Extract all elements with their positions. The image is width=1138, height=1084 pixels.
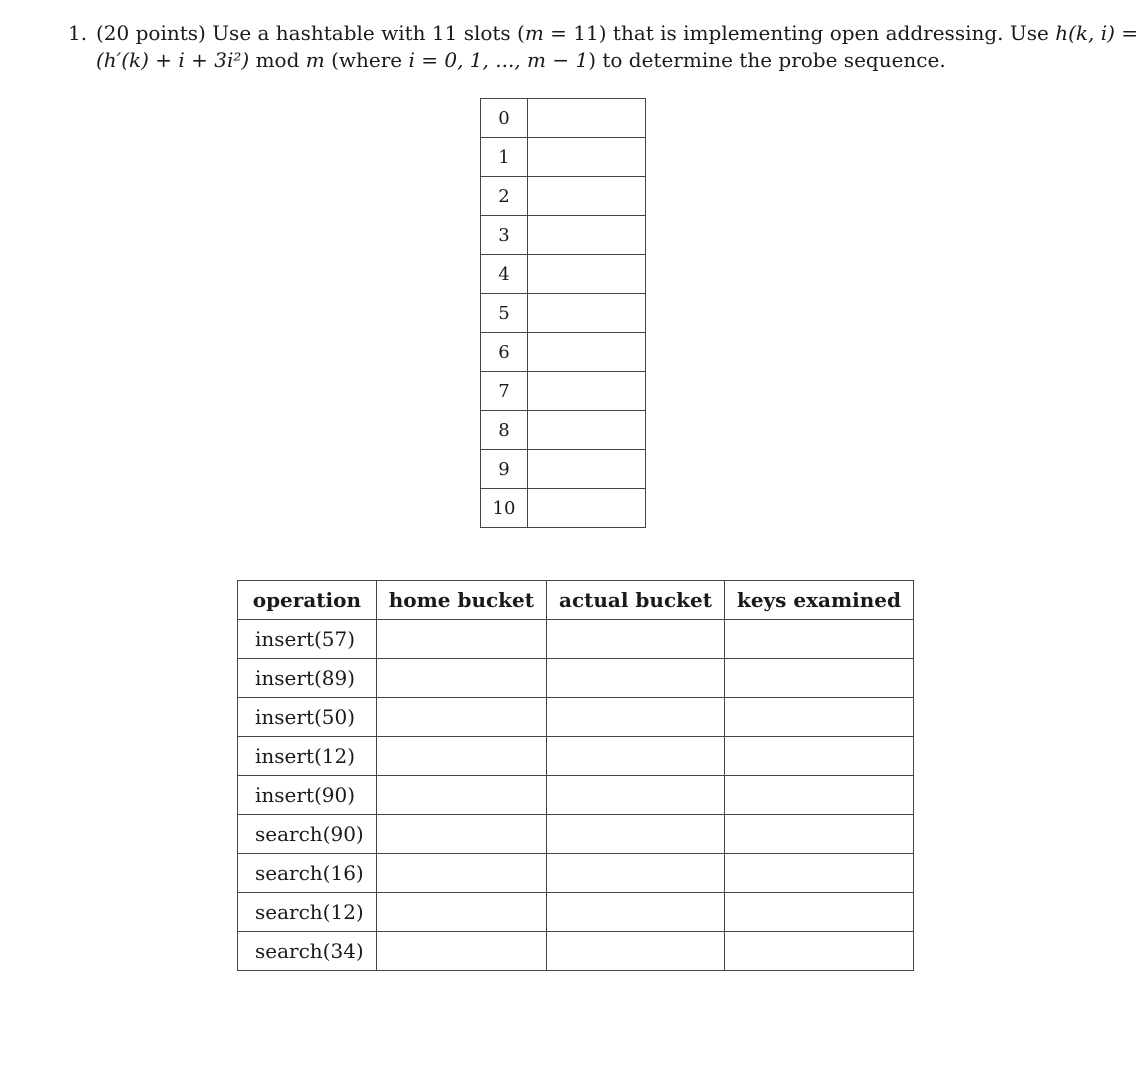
hash-slot-row (481, 216, 646, 255)
header-operation: operation (238, 581, 377, 620)
slot-value-cell[interactable] (528, 411, 646, 450)
home-bucket-cell[interactable] (376, 659, 546, 698)
operation-cell: insert(50) (238, 698, 377, 737)
problem-text-a: Use a hashtable with 11 slots ( (212, 21, 525, 45)
keys-examined-cell[interactable] (724, 932, 913, 971)
math-i-range: i = 0, 1, ..., m − 1 (408, 48, 589, 72)
operation-cell: search(16) (238, 854, 377, 893)
hash-slot-row (481, 489, 646, 528)
slot-value-cell[interactable] (528, 255, 646, 294)
hash-slot-row (481, 177, 646, 216)
slot-index: 3 (481, 216, 528, 255)
slot-index: 1 (481, 138, 528, 177)
slot-value-cell[interactable] (528, 450, 646, 489)
hash-slot-row (481, 372, 646, 411)
home-bucket-cell[interactable] (376, 737, 546, 776)
slot-value-cell[interactable] (528, 489, 646, 528)
hash-slot-row (481, 333, 646, 372)
hash-table (480, 98, 646, 528)
slot-index: 7 (481, 372, 528, 411)
operation-row (238, 893, 914, 932)
problem-mod: mod (249, 48, 306, 72)
keys-examined-cell[interactable] (724, 737, 913, 776)
operation-row (238, 698, 914, 737)
actual-bucket-cell[interactable] (547, 698, 725, 737)
operation-row (238, 854, 914, 893)
slot-index: 6 (481, 333, 528, 372)
slot-index: 2 (481, 177, 528, 216)
hash-slot-row (481, 294, 646, 333)
home-bucket-cell[interactable] (376, 698, 546, 737)
math-m: m (524, 21, 544, 45)
slot-index: 9 (481, 450, 528, 489)
problem-points: (20 points) (96, 21, 206, 45)
slot-value-cell[interactable] (528, 372, 646, 411)
slot-index: 10 (481, 489, 528, 528)
slot-value-cell[interactable] (528, 138, 646, 177)
slot-value-cell[interactable] (528, 99, 646, 138)
keys-examined-cell[interactable] (724, 776, 913, 815)
operation-cell: insert(89) (238, 659, 377, 698)
keys-examined-cell[interactable] (724, 659, 913, 698)
actual-bucket-cell[interactable] (547, 854, 725, 893)
keys-examined-cell[interactable] (724, 854, 913, 893)
problem-where: (where (324, 48, 409, 72)
slot-value-cell[interactable] (528, 294, 646, 333)
operation-cell: insert(12) (238, 737, 377, 776)
keys-examined-cell[interactable] (724, 815, 913, 854)
problem-text-b: ) that is implementing open addressing. Use (598, 21, 1056, 45)
home-bucket-cell[interactable] (376, 854, 546, 893)
math-m-2: m (305, 48, 325, 72)
actual-bucket-cell[interactable] (547, 815, 725, 854)
slot-index: 4 (481, 255, 528, 294)
slot-index: 5 (481, 294, 528, 333)
keys-examined-cell[interactable] (724, 893, 913, 932)
actual-bucket-cell[interactable] (547, 737, 725, 776)
keys-examined-cell[interactable] (724, 620, 913, 659)
keys-examined-cell[interactable] (724, 698, 913, 737)
operation-row (238, 776, 914, 815)
operation-cell: search(34) (238, 932, 377, 971)
math-formula: (h′(k) + i + 3i²) (96, 48, 250, 72)
hash-slot-row (481, 411, 646, 450)
slot-value-cell[interactable] (528, 216, 646, 255)
slot-value-cell[interactable] (528, 333, 646, 372)
slot-index: 8 (481, 411, 528, 450)
actual-bucket-cell[interactable] (547, 620, 725, 659)
problem-line-1 (68, 20, 1138, 47)
home-bucket-cell[interactable] (376, 776, 546, 815)
header-keys-examined: keys examined (724, 581, 913, 620)
problem-tail: ) to determine the probe sequence. (588, 48, 946, 72)
hash-slot-row (481, 99, 646, 138)
actual-bucket-cell[interactable] (547, 932, 725, 971)
operation-row (238, 932, 914, 971)
actual-bucket-cell[interactable] (547, 893, 725, 932)
operations-table (237, 580, 914, 971)
operation-row (238, 620, 914, 659)
hash-slot-row (481, 255, 646, 294)
header-home-bucket: home bucket (376, 581, 546, 620)
actual-bucket-cell[interactable] (547, 659, 725, 698)
operation-cell: search(12) (238, 893, 377, 932)
operation-cell: search(90) (238, 815, 377, 854)
header-actual-bucket: actual bucket (547, 581, 725, 620)
hash-slot-row (481, 138, 646, 177)
problem-statement (68, 20, 1138, 74)
operation-row (238, 659, 914, 698)
problem-line-2 (68, 47, 1088, 74)
operations-header-row (238, 581, 914, 620)
home-bucket-cell[interactable] (376, 815, 546, 854)
math-hash-function: h(k, i) = (1055, 21, 1138, 45)
hash-slot-row (481, 450, 646, 489)
home-bucket-cell[interactable] (376, 932, 546, 971)
slot-index: 0 (481, 99, 528, 138)
operation-cell: insert(90) (238, 776, 377, 815)
operation-row (238, 815, 914, 854)
operation-row (238, 737, 914, 776)
slot-value-cell[interactable] (528, 177, 646, 216)
problem-eq-11: = 11 (543, 21, 599, 45)
home-bucket-cell[interactable] (376, 893, 546, 932)
home-bucket-cell[interactable] (376, 620, 546, 659)
operation-cell: insert(57) (238, 620, 377, 659)
problem-number: 1. (68, 21, 88, 45)
actual-bucket-cell[interactable] (547, 776, 725, 815)
